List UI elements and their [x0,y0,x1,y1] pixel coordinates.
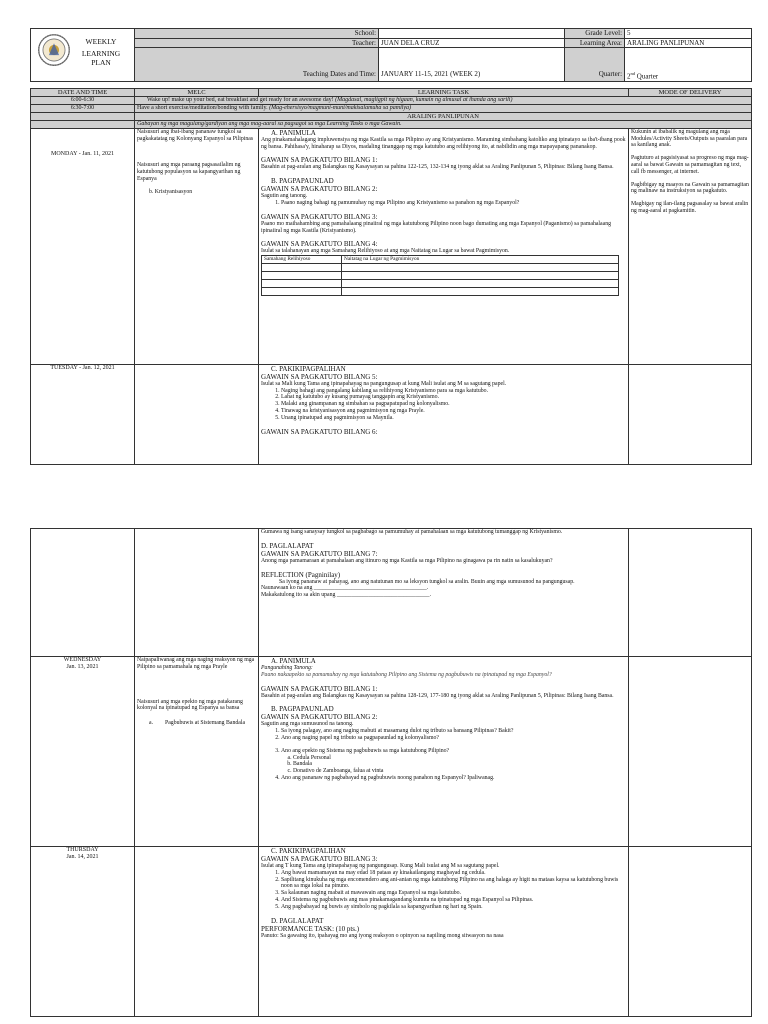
header-table [30,28,752,82]
mode-item-2: Pagtuturo at pagsisiyasat sa progreso ng mga mag-aaral sa bawat Gawain sa pamamagitan ng text, call fb messenger, at internet. [631,155,749,175]
quarter-value: 2nd Quarter [625,48,752,82]
wednesday-gawain2-heading: GAWAIN SA PAGKATUTO BILANG 2: [261,713,378,722]
reflection-line-2: Makakatulong ito sa akin upang ________________________________. [261,592,432,599]
monday-melc [135,128,259,364]
monday-gawain2-item: 1. Paano naging bahagi ng pamumuhay ng mga Pilipino ang Kristyanismo sa panahon ng mga Espanyol? [281,200,626,207]
thursday-paglalapat-heading: D. PAGLALAPAT [271,916,324,925]
thursday-gawain3-item-4: 4. And Sistema ng pagbubuwis ang mas pinakamagandang kumita na ipinatupad ng mga Espanyol sa Pilipinas. [281,897,626,904]
page-two [30,528,751,1016]
wednesday-melc [135,657,259,847]
performance-task-text: Panuto: Sa gawaing ito, ipahayag mo ang iyong reaksyon o opinyon sa napiling mong sitwasyon na nasa [261,932,504,939]
mode-item-4: Magbigay ng ilan-ilang pagsasalay sa bawat aralin ng mag-aaral at pagkamitin. [631,201,749,214]
wednesday-melc-1: Naipapaliwanag ang mga naging reaksyon ng mga Pilipino sa pamamahala ng mga Prayle [137,657,255,670]
monday-melc-3: b. Kristyanisasyon [149,188,193,195]
wednesday-pagpapaunlad-heading: B. PAGPAPAUNLAD [271,705,334,714]
dates-value: JANUARY 11-15, 2021 (WEEK 2) [379,48,565,82]
monday-gawain1-heading: GAWAIN SA PAGKATUTO BILANG 1: [261,156,378,165]
wednesday-day-date: Jan. 13, 2021 [66,664,99,670]
thursday-learning-task [259,847,629,1017]
tuesday-date: TUESDAY - Jan. 12, 2021 [31,364,135,464]
table-header-lugar: Naitatag na Lugar ng Pagmimisyon [342,256,619,264]
samahang-relihiyoso-table [261,255,619,296]
monday-date: MONDAY - Jan. 11, 2021 [31,128,135,364]
routine-row-2: Have a short exercise/meditation/bonding with family. (Mag-ehersisyo/magmuni-muni/makisalamuha sa pamilya) [135,104,752,112]
teacher-value: JUAN DELA CRUZ [379,38,565,48]
wednesday-learning-task [259,657,629,847]
pangunahing-tanong-heading: Pangunahing Tanong: [261,665,313,671]
tuesday-paglalapat-heading: D. PAGLALAPAT [261,541,314,550]
title-learning: LEARNING [81,49,121,58]
monday-gawain3-text: Paano mo maihahambing ang pamahalaang pinaiiral ng mga katutubong Pilipino noon bago dumating ang mga Espanyol (Paganismo) sa pamahalaang ipinaiiral ng mga Kastila (Kristyanismo). [261,220,611,234]
wednesday-melc-3-marker: a. [149,720,154,727]
gawain5-item-1: 1. Naging bahagi ang pangalang kabilang sa relihiyong Kristyanismo para sa mga katutubo. [281,388,626,395]
gawain5-item-2: 2. Lahat ng katutubo ay kusang pumayag tanggapin ang Kristyanismo. [281,394,626,401]
wednesday-melc-3: Pagbubuwis at Sistemang Bandala [165,720,246,727]
tuesday-learning-task [259,364,629,464]
routine-time-1: 6:00-6:30 [31,96,135,104]
area-value: ARALING PANLIPUNAN [625,38,752,48]
thursday-date [31,847,135,1017]
monday-melc-1: Naisusuri ang ibat-ibang pananaw tungkol sa pagkakatatag ng Kolonyang Espanyol sa Pilipinas [137,128,254,142]
monday-gawain1-text: Basahin at pag-aralan ang Balangkas ng Kasaysayan sa pahina 122-125, 132-134 ng iyong aklat sa Araling Panlipunan 5, Pilipinas: Bilang Isang Bansa. [261,164,614,171]
grade-value: 5 [625,29,752,39]
title-weekly: WEEKLY [85,37,117,46]
wednesday-gawain2-item-2: 2. Ano ang naging papel ng tributo sa pagpapaunlad ng kolonyalismo? [281,735,626,742]
gawain5-item-4: 4. Tinawag na kristyanisasyon ang pagmimisyon ng mga Prayle. [281,408,626,415]
wednesday-melc-2: Naisusuri ang mga epekto ng mga patakarang kolonyal na ipinatupad ng Espanya sa bansa [137,698,243,712]
col-mode-delivery: MODE OF DELIVERY [629,88,752,96]
routine-row-1: Wake up! make up your bed, eat breakfast and get ready for an awesome day! (Magdasal, magligpit ng higaan, kumain ng almusal at ihanda ang sarili) [135,96,752,104]
tuesday-gawain6-heading: GAWAIN SA PAGKATUTO BILANG 6: [261,427,378,436]
performance-task-heading: PERFORMANCE TASK: (10 pts.) [261,924,360,933]
mode-item-3: Pagbibigay ng maayos na Gawain sa pamamagitan ng malinaw na instruksiyon sa pagkatuto. [631,181,749,195]
thursday-day: THURSDAY [66,847,99,853]
tuesday-gawain6-text: Gumawa ng isang sanaysay tungkol sa pagbabago sa pamumuhay at pamahalaan sa mga katutubong tumanggap ng Kristyanismo. [261,529,563,535]
col-date-time: DATE AND TIME [31,88,135,96]
quarter-label: Quarter: [565,48,625,82]
monday-gawain4-heading: GAWAIN SA PAGKATUTO BILANG 4: [261,240,378,249]
tuesday-continued-task [259,529,629,657]
mode-item-1: Kukunin at ibabalik ng magulang ang mga Modules/Activity Sheets/Outputs sa paaralan para sa kanilang anak. [631,128,748,149]
teacher-label: Teacher: [135,38,379,48]
plan-table-page1 [30,88,752,465]
wednesday-gawain2-item-3: 3. Ano ang epekto ng Sistema ng pagbubuwis sa mga katutubong Pilipino? [281,748,626,755]
thursday-gawain3-text: Isulat ang T kung Tama ang ipinapahayag ng pangungusap. Kung Mali isulat ang M sa sagutang papel. [261,863,500,869]
thursday-gawain3-item-5: 5. Ang pagbabayad ng buwis ay simbolo ng pagkilala sa kapangyarihan ng hari ng Spain. [281,904,626,911]
area-label: Learning Area: [565,38,625,48]
wednesday-panimula-heading: A. PANIMULA [271,657,316,665]
monday-learning-task [259,128,629,364]
thursday-gawain3-item-1: 1. Ang bawat mamamayan na may edad 18 pataas ay kinakailangang magbayad ng cedula. [281,870,626,877]
wednesday-date [31,657,135,847]
subject-note: Gabayan ng mga magulang/gardiyan ang mga mag-aaral sa pagsagot sa mga Learning Tasks o mga Gawain. [135,120,752,128]
wednesday-gawain2-item-1: 1. Sa iyong palagay, ano ang naging mabuti at masamang dulot ng tributo sa bansang Pilipinas? Bakit? [281,728,626,735]
school-label: School: [135,29,379,39]
col-melc: MELC [135,88,259,96]
gawain5-item-5: 5. Unang ipinatupad ang pagmimisyon sa Maynila. [281,415,626,422]
plan-table-page2 [30,528,752,1017]
tuesday-pakikipagpalihan-heading: C. PAKIKIPAGPALIHAN [271,364,346,373]
monday-gawain4-text: Isulat sa talahanayan ang mga Samahang Relihiyoso at ang mga Naitatag na Lugar sa bawat Pagmimisyon. [261,248,510,255]
tuesday-gawain7-heading: GAWAIN SA PAGKATUTO BILANG 7: [261,549,378,558]
dates-label: Teaching Dates and Time: [135,48,379,82]
pangunahing-tanong-text: Paano nakaapekto sa pamumuhay ng mga katutubong Pilipino ang Sistema ng pagbubuwis na ipinatupad ng mga Espanyol? [261,671,552,678]
monday-gawain2-heading: GAWAIN SA PAGKATUTO BILANG 2: [261,185,378,194]
reflection-line-1: Naunawaan ko na ang _______________________________________. [261,585,429,592]
monday-gawain3-heading: GAWAIN SA PAGKATUTO BILANG 3: [261,212,378,221]
monday-melc-2: Naisusuri ang mga paraang pagsasailalim ng katutubong populasyon sa kapangyarihan ng Espanya [137,162,241,183]
routine-time-2: 6:30-7:00 [31,104,135,112]
wednesday-day: WEDNESDAY [63,657,102,663]
thursday-day-date: Jan. 14, 2021 [66,854,99,860]
monday-pagpapaunlad-heading: B. PAGPAPAUNLAD [271,177,334,186]
tuesday-gawain5-text: Isulat sa Mali kung Tama ang ipinapahayag na pangungusap at kung Mali isulat ang M sa sagutang papel. [261,380,507,387]
thursday-gawain3-item-2: 2. Sapilitang kinukuha ng mga encomendero ang ani-anian ng mga katutubong Pilipino na ang halaga ay higit na mataas kaysa sa katutubong buwis noon sa mga lokal na pinuno. [281,877,626,891]
deped-seal-icon [37,33,71,67]
subject-heading: ARALING PANLIPUNAN [135,112,752,120]
monday-panimula-heading: A. PANIMULA [271,128,316,137]
wednesday-gawain1-text: Basahin at pag-aralan ang Balangkas ng Kasaysayan sa pahina 128-129, 177-180 ng iyong aklat sa Araling Panlipunan 5, Pilipinas: Bilang Isang Bansa. [261,692,614,699]
reflection-text: Sa iyong pananaw at pahayag, ano ang natutunan mo sa leksyon tungkol sa aralin. Buuin ang mga sumusunod na pangungusap. [279,578,575,585]
thursday-gawain3-item-3: 3. Sa kalaunan naging mabait at mawawain ang mga Espanyol sa mga katutubo. [281,890,626,897]
wednesday-sub-b: b. Bandala [293,761,626,768]
page-one [30,28,751,468]
table-header-samahang: Samahang Relihiyoso [262,256,342,264]
col-learning-task: LEARNING TASK [259,88,629,96]
tuesday-gawain7-text: Anong mga pamamaraan at pamahalaan ang itinuro ng mga Kastila sa mga Pilipino na ginagawa pa rin natin sa kasalukuyan? [261,557,553,564]
thursday-gawain3-heading: GAWAIN SA PAGKATUTO BILANG 3: [261,855,378,863]
tuesday-gawain5-heading: GAWAIN SA PAGKATUTO BILANG 5: [261,372,378,381]
thursday-pakikipagpalihan-heading: C. PAKIKIPAGPALIHAN [271,847,346,855]
wednesday-gawain2-item-4: 4. Ano ang pananaw ng pagbabayad ng pagbubuwis noong panahon ng Espanyol? Ipaliwanag. [281,775,626,782]
wednesday-gawain2-text: Sagutin ang mga sumusunod na tanong. [261,721,354,728]
weekly-plan-title-cell [31,29,135,82]
gawain5-item-3: 3. Malaki ang ginampanan ng simbahan sa pagpapatupad ng kolonyalismo. [281,401,626,408]
school-value [379,29,565,39]
reflection-heading: REFLECTION (Pagninilay) [261,570,341,579]
wednesday-gawain1-heading: GAWAIN SA PAGKATUTO BILANG 1: [261,684,378,693]
monday-mode-delivery [629,128,752,364]
wednesday-sub-c: c. Donativo de Zamboanga, falua at vinta [293,768,626,775]
monday-panimula-text: Ang pinakamahalagang impluwensiya ng mga Kastila sa mga Pilipino ay ang Kristyanismo. Maraming simbahang katoliko ang ipinatayo sa iba't-ibang pook ng bansa. Pahihasa'y, hinaharap sa Diyos, madaling tinanggap ng mga katutubo ang relihiyong ito, at nabilidin ang mga mapayapang pananakop. [261,136,626,150]
title-plan: PLAN [91,58,111,67]
grade-label: Grade Level: [565,29,625,39]
wednesday-sub-a: a. Cedula Personal [293,755,626,762]
monday-gawain2-text: Sagutin ang tanong. [261,193,308,200]
